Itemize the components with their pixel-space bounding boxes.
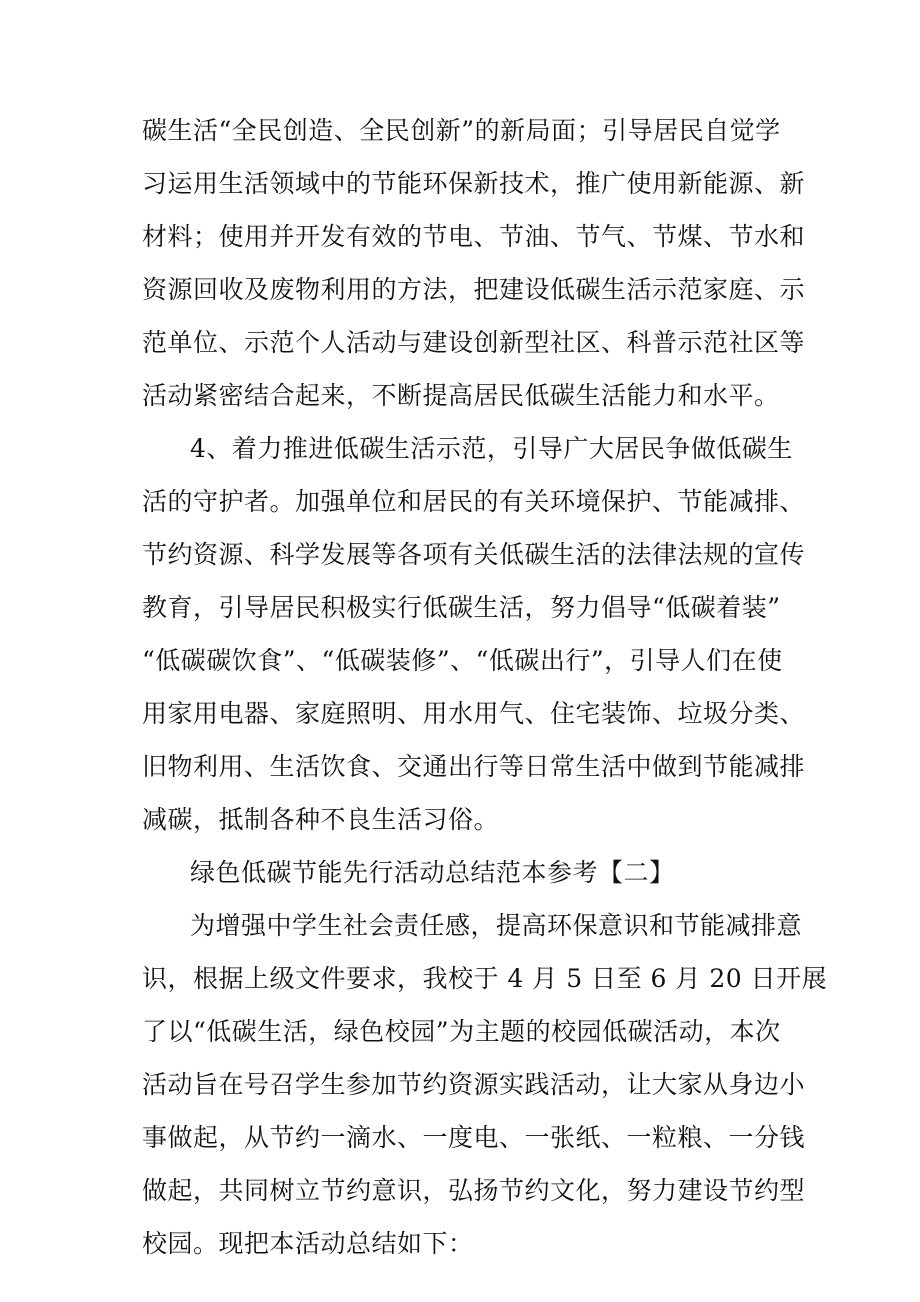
text-line: 用家用电器、家庭照明、用水用气、住宅装饰、垃圾分类、 — [142, 699, 806, 728]
text-line: 旧物利用、生活饮食、交通出行等日常生活中做到节能减排 — [142, 752, 806, 781]
text-line: 碳生活“全民创造、全民创新”的新局面；引导居民自觉学 — [142, 116, 781, 145]
text-line: 校园。现把本活动总结如下： — [142, 1229, 474, 1258]
document-body — [142, 104, 828, 1270]
text-line: 资源回收及废物利用的方法，把建设低碳生活示范家庭、示 — [142, 275, 806, 304]
text-line: 教育，引导居民积极实行低碳生活，努力倡导“低碳着装” — [142, 593, 781, 622]
section-heading: 绿色低碳节能先行活动总结范本参考【二】 — [190, 858, 675, 887]
text-line: 材料；使用并开发有效的节电、节油、节气、节煤、节水和 — [142, 222, 806, 251]
text-line: 范单位、示范个人活动与建设创新型社区、科普示范社区等 — [142, 328, 806, 357]
text-line: 为增强中学生社会责任感，提高环保意识和节能减排意 — [190, 911, 803, 940]
text-line: 做起，共同树立节约意识，弘扬节约文化，努力建设节约型 — [142, 1176, 806, 1205]
text-line: 活的守护者。加强单位和居民的有关环境保护、节能减排、 — [142, 487, 806, 516]
text-line: 了以“低碳生活，绿色校园”为主题的校园低碳活动，本次 — [142, 1017, 781, 1046]
text-line: 识，根据上级文件要求，我校于 4 月 5 日至 6 月 20 日开展 — [142, 964, 828, 993]
text-line: 节约资源、科学发展等各项有关低碳生活的法律法规的宣传 — [142, 540, 806, 569]
text-line: 减碳，抵制各种不良生活习俗。 — [142, 805, 500, 834]
text-line: 习运用生活领域中的节能环保新技术，推广使用新能源、新 — [142, 169, 806, 198]
text-line: “低碳碳饮食”、“低碳装修”、“低碳出行”，引导人们在使 — [142, 646, 783, 675]
text-line: 4、着力推进低碳生活示范，引导广大居民争做低碳生 — [190, 434, 793, 463]
text-line: 活动紧密结合起来，不断提高居民低碳生活能力和水平。 — [142, 381, 780, 410]
text-line: 活动旨在号召学生参加节约资源实践活动，让大家从身边小 — [142, 1070, 806, 1099]
text-line: 事做起，从节约一滴水、一度电、一张纸、一粒粮、一分钱 — [142, 1123, 806, 1152]
